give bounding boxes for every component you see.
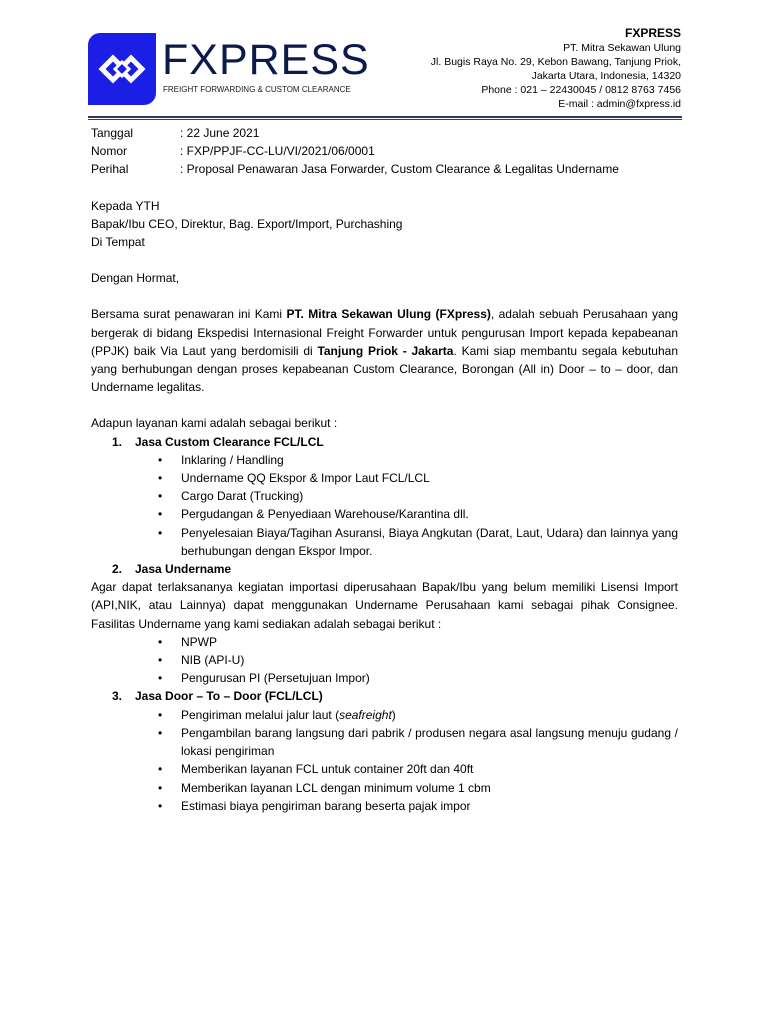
header-divider-thin xyxy=(88,119,682,120)
recipient-line: Di Tempat xyxy=(91,235,145,250)
meta-value: : 22 June 2021 xyxy=(180,126,260,140)
services-intro: Adapun layanan kami adalah sebagai berikut : xyxy=(91,416,338,431)
intro-company: PT. Mitra Sekawan Ulung (FXpress) xyxy=(286,307,491,322)
diamond-link-icon xyxy=(88,33,156,105)
bullet-icon xyxy=(158,724,181,760)
section-title: Jasa Undername xyxy=(135,562,232,577)
meta-row-number xyxy=(91,142,678,160)
list-item: • Penyelesaian Biaya/Tagihan Asuransi, Biaya Angkutan (Darat, Laut, Udara) dan lainnya yang berhubungan dengan Ekspor Impor. xyxy=(158,524,678,560)
bullet-icon xyxy=(158,633,181,651)
meta-key: Tanggal xyxy=(91,126,134,140)
section-list xyxy=(91,633,678,688)
list-item: • Pengurusan PI (Persetujuan Impor) xyxy=(158,669,678,687)
bullet-icon xyxy=(158,505,181,523)
list-item: • Pengiriman melalui jalur laut (seafreight) xyxy=(158,706,678,724)
list-item: • Cargo Darat (Trucking) xyxy=(158,487,678,505)
section-heading xyxy=(112,560,678,578)
bullet-icon xyxy=(158,706,181,724)
letter-body xyxy=(91,124,678,815)
greeting: Dengan Hormat, xyxy=(91,271,180,286)
intro-location: Tanjung Priok - Jakarta xyxy=(317,343,454,358)
section-heading xyxy=(112,433,678,451)
meta-value: : Proposal Penawaran Jasa Forwarder, Custom Clearance & Legalitas Undername xyxy=(180,162,619,177)
meta-row-date xyxy=(91,124,678,142)
meta-value: : FXP/PPJF-CC-LU/VI/2021/06/0001 xyxy=(180,144,375,159)
section-number: 3. xyxy=(112,689,123,704)
phone-line: Phone : 021 – 22430045 / 0812 8763 7456 xyxy=(481,84,681,97)
meta-key: Nomor xyxy=(91,144,128,159)
company-logo xyxy=(88,33,370,105)
bullet-icon xyxy=(158,487,181,505)
recipient-line: Bapak/Ibu CEO, Direktur, Bag. Export/Import, Purchashing xyxy=(91,216,403,231)
list-item: • Inklaring / Handling xyxy=(158,451,678,469)
list-item: • Memberikan layanan LCL dengan minimum volume 1 cbm xyxy=(158,779,678,797)
section-title: Jasa Custom Clearance FCL/LCL xyxy=(135,434,324,449)
meta-key: Perihal xyxy=(91,162,129,177)
recipient-block xyxy=(91,197,678,252)
bullet-icon xyxy=(158,469,181,487)
company-name: PT. Mitra Sekawan Ulung xyxy=(563,42,681,54)
bullet-icon xyxy=(158,669,181,687)
logo-wordmark: FXPRESS xyxy=(162,36,370,84)
section-list xyxy=(91,706,678,815)
bullet-icon xyxy=(158,760,181,778)
bullet-icon xyxy=(158,524,181,560)
bullet-icon xyxy=(158,651,181,669)
intro-text: Bersama surat penawaran ini Kami xyxy=(91,307,287,322)
list-item: • Pengambilan barang langsung dari pabrik / produsen negara asal langsung menuju gudang / lokasi pengiriman xyxy=(158,724,678,760)
list-item: • Memberikan layanan FCL untuk container 20ft dan 40ft xyxy=(158,760,678,778)
intro-text: . Kami siap membantu segala kebutuhan yang berhubungan dengan proses kepabeanan Custom Clearance, Borongan (All in) Door – to – door, dan Undername legalitas. xyxy=(91,343,679,395)
list-item: • NPWP xyxy=(158,633,678,651)
section-title: Jasa Door – To – Door (FCL/LCL) xyxy=(135,689,323,704)
section-description: Agar dapat terlaksananya kegiatan importasi diperusahaan Bapak/Ibu yang belum memiliki Lisensi Import (API,NIK, atau Lainnya) dapat menggunakan Undername Perusahaan kami sebagai pihak Consignee. Fasilitas Undername yang kami sediakan adalah sebagai berikut : xyxy=(91,580,678,631)
recipient-line: Kepada YTH xyxy=(91,198,160,213)
section-list xyxy=(91,451,678,560)
intro-paragraph xyxy=(91,305,678,396)
logo-tagline: FREIGHT FORWARDING & CUSTOM CLEARANCE xyxy=(163,85,351,94)
intro-text: , adalah sebuah Perusahaan yang bergerak di bidang Ekspedisi Internasional Freight Forwarder untuk pengurusan Import kepada kepabeanan (PPJK) baik Via Laut yang berdomisili di xyxy=(91,307,679,358)
section-number: 2. xyxy=(112,562,123,577)
email-line: E-mail : admin@fxpress.id xyxy=(558,98,681,111)
logo-mark xyxy=(88,33,156,105)
bullet-icon xyxy=(158,779,181,797)
section-number: 1. xyxy=(112,434,123,449)
letter-meta xyxy=(91,124,678,179)
bullet-icon xyxy=(158,451,181,469)
list-item: • NIB (API-U) xyxy=(158,651,678,669)
company-info xyxy=(431,26,681,111)
bullet-icon xyxy=(158,797,181,815)
header-divider xyxy=(88,116,682,118)
meta-row-subject xyxy=(91,160,678,178)
address-line-2: Jakarta Utara, Indonesia, 14320 xyxy=(531,70,681,83)
brand-name: FXPRESS xyxy=(624,26,681,40)
list-item: • Pergudangan & Penyediaan Warehouse/Karantina dll. xyxy=(158,505,678,523)
section-heading xyxy=(112,687,678,705)
address-line-1: Jl. Bugis Raya No. 29, Kebon Bawang, Tanjung Priok, xyxy=(430,56,681,69)
list-item: • Estimasi biaya pengiriman barang beserta pajak impor xyxy=(158,797,678,815)
list-item: • Undername QQ Ekspor & Impor Laut FCL/LCL xyxy=(158,469,678,487)
